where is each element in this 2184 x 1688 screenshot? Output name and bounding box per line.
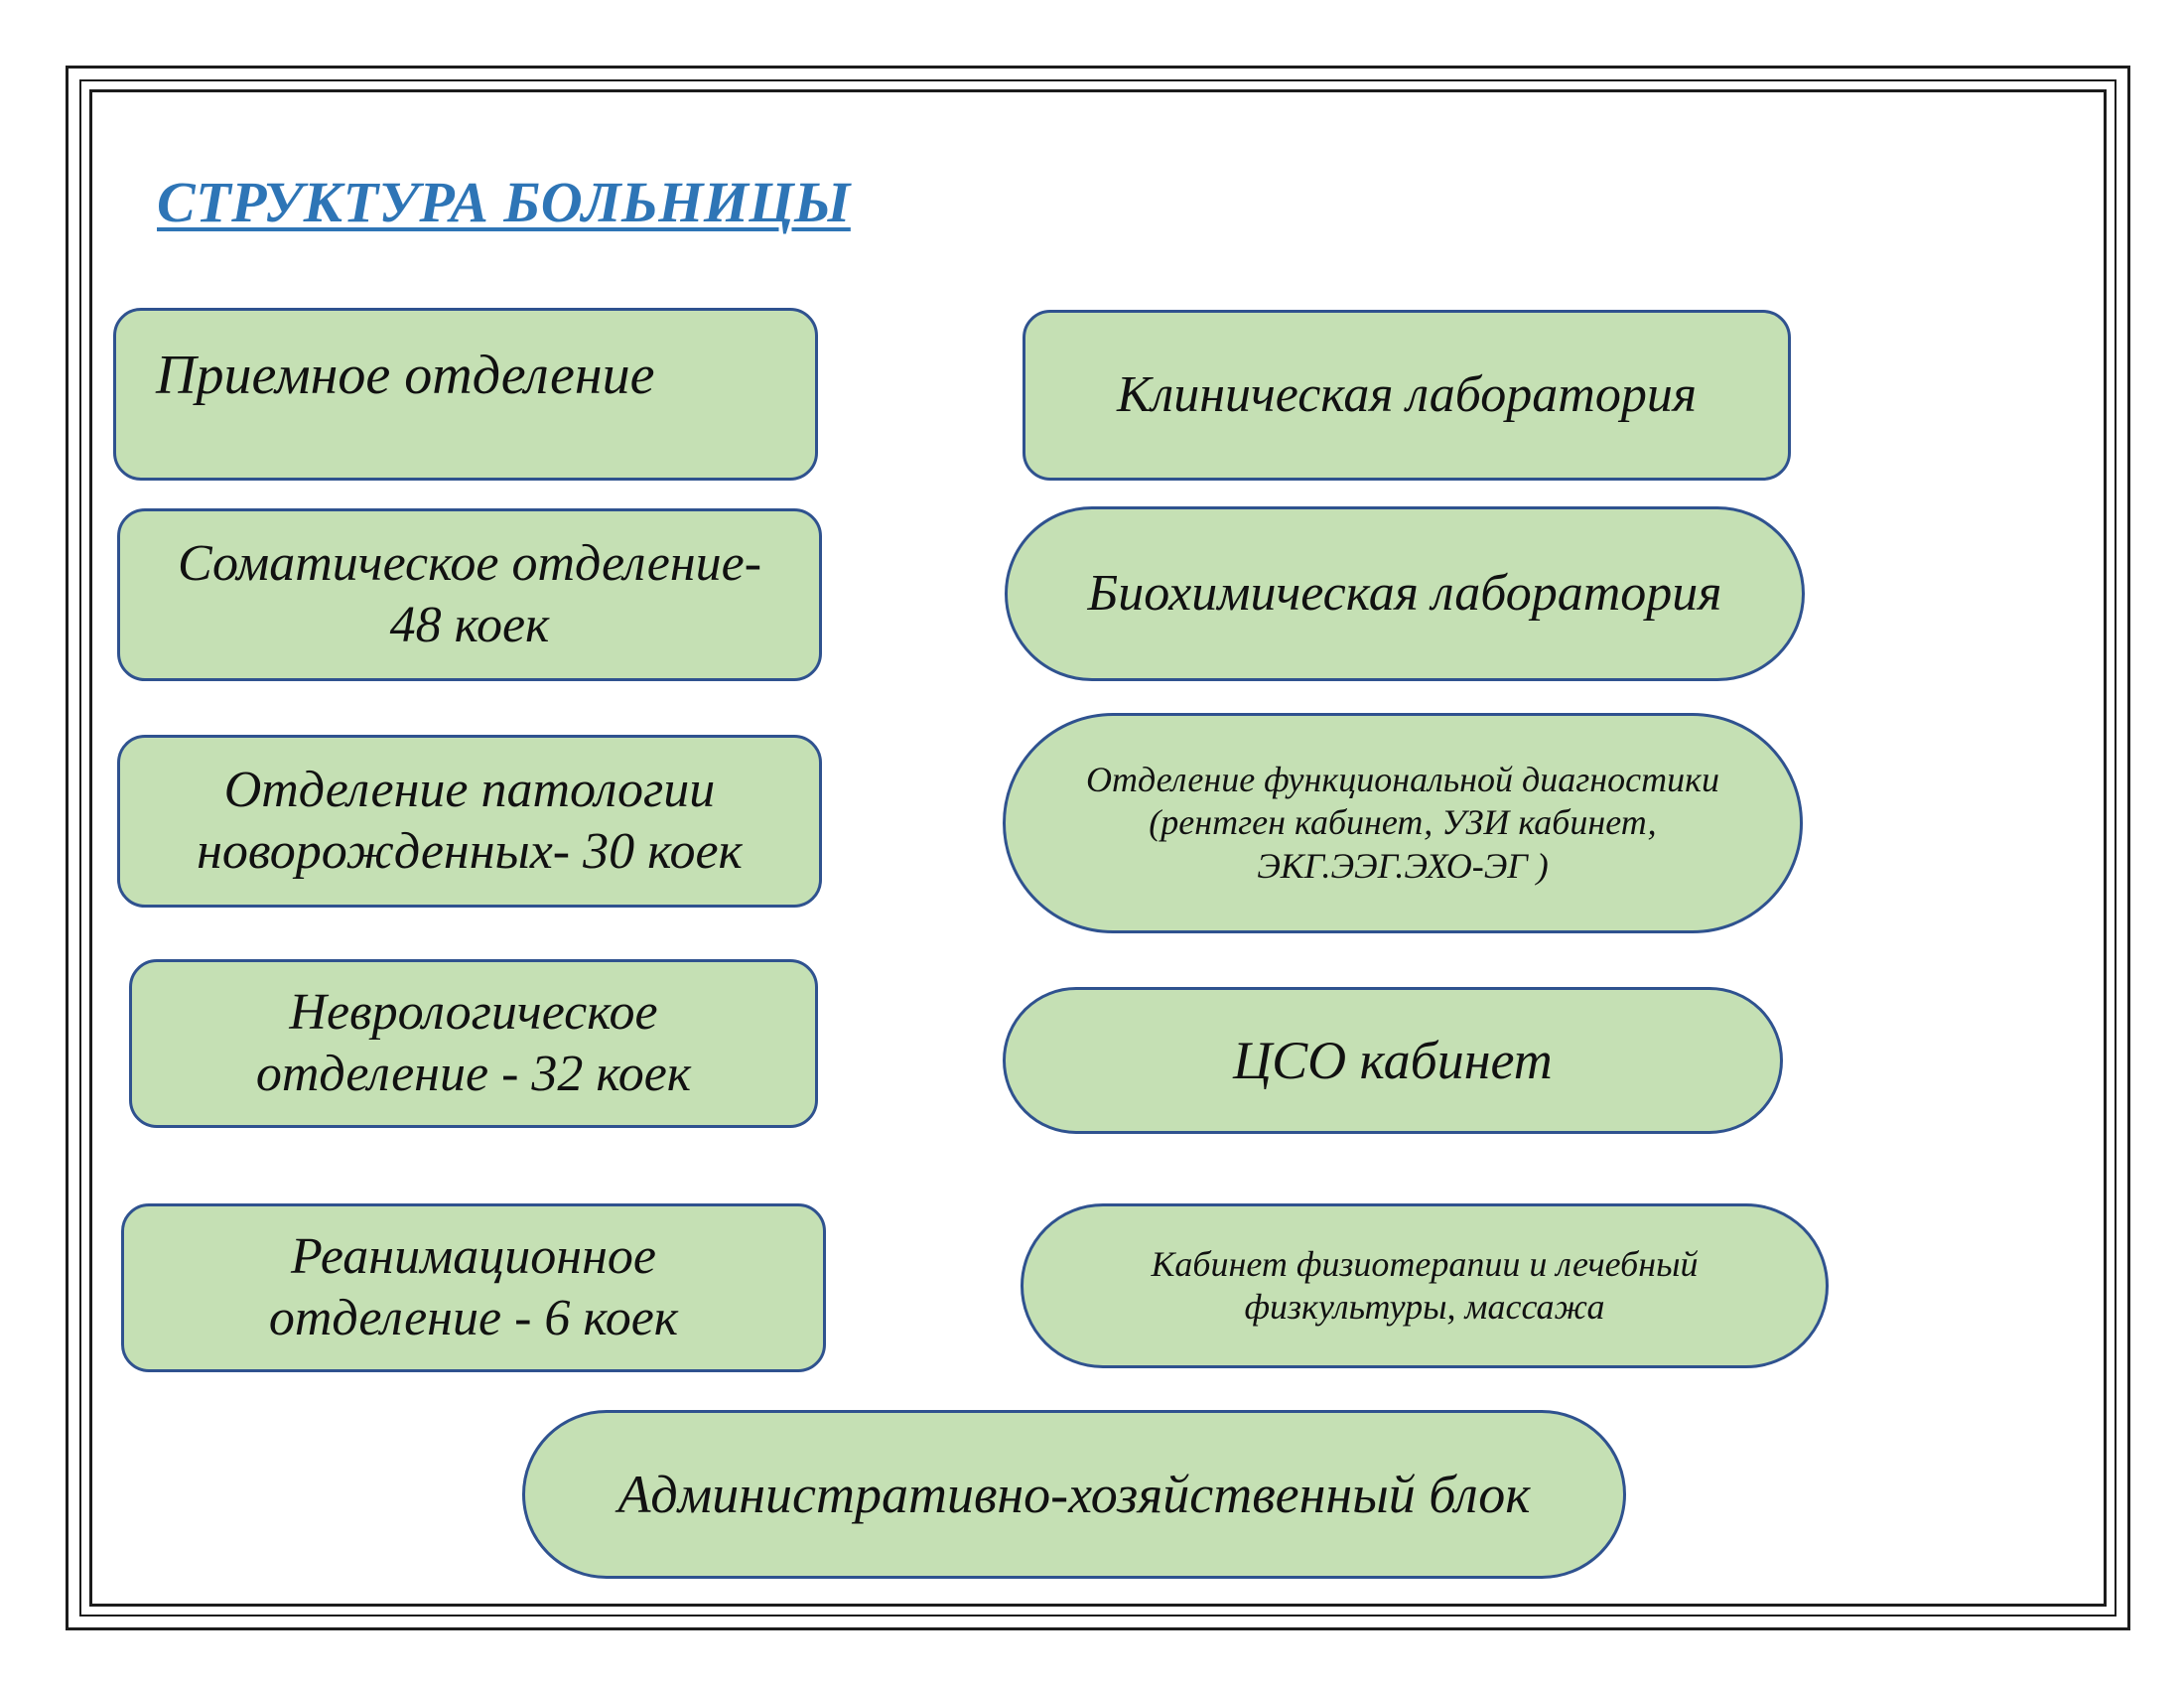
box-label-line: (рентген кабинет, УЗИ кабинет, [1149,802,1657,843]
box-label-line: отделение - 32 коек [255,1046,692,1102]
box-label-line: ЦСО кабинет [1233,1030,1553,1090]
biochemical-laboratory-box [1005,506,1805,681]
box-label-line: Биохимическая лаборатория [1087,564,1722,622]
page-title: СТРУКТУРА БОЛЬНИЦЫ [157,170,851,234]
cso-room-box [1003,987,1783,1134]
clinical-laboratory-box [1023,310,1791,481]
somatic-department-box [117,508,822,681]
intensive-care-department-box [121,1203,826,1372]
box-label-line: новорожденных- 30 коек [197,823,743,880]
box-label-line: Административно-хозяйственный блок [617,1464,1531,1524]
functional-diagnostics-box [1003,713,1803,933]
box-label-line: Кабинет физиотерапии и лечебный [1151,1243,1699,1284]
box-label-line: Соматическое отделение- [177,534,762,592]
box-label-line: Реанимационное [291,1227,656,1285]
box-label-line: физкультуры, массажа [1244,1287,1605,1327]
box-label-line: Приемное отделение [156,345,655,406]
physiotherapy-room-box [1021,1203,1829,1368]
box-label-line: 48 коек [389,597,550,653]
neurology-department-box [129,959,818,1128]
neonatal-pathology-department-box [117,735,822,908]
admission-department-box [113,308,818,481]
box-label-line: Неврологическое [289,983,658,1041]
box-label-line: ЭКГ.ЭЭГ.ЭХО-ЭГ ) [1257,845,1549,886]
box-label-line: Клиническая лаборатория [1117,365,1697,423]
box-label-line: отделение - 6 коек [268,1290,679,1346]
box-label-line: Отделение патологии [223,761,716,818]
box-label-line: Отделение функциональной диагностики [1086,760,1719,800]
administrative-block-box [522,1410,1626,1579]
